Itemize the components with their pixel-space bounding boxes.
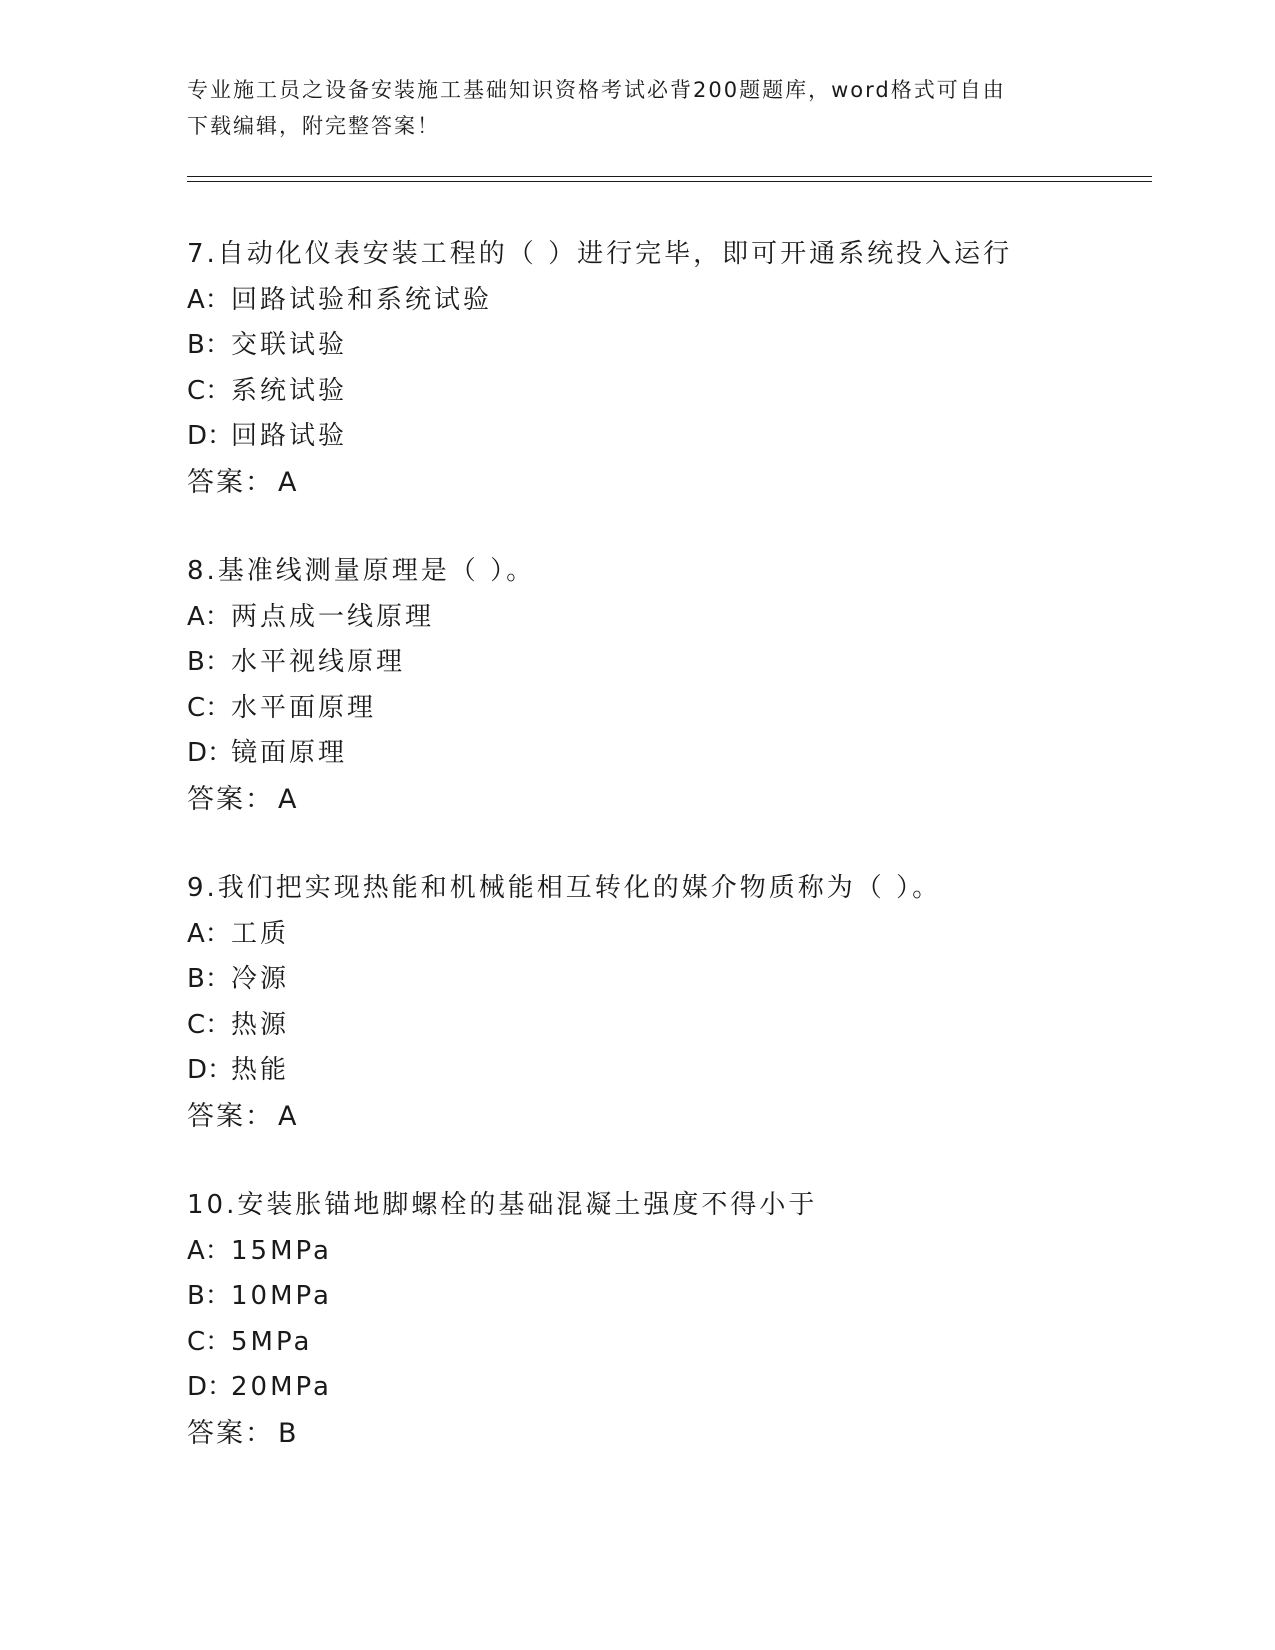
question-item: [187, 232, 1152, 505]
answer-value: A: [278, 466, 298, 498]
option-a: [187, 1229, 1152, 1275]
option-key: C：: [187, 375, 232, 406]
document-header: [187, 72, 1087, 144]
option-c: [187, 1320, 1152, 1366]
question-text: 7.自动化仪表安装工程的（ ）进行完毕，即可开通系统投入运行: [187, 239, 1013, 269]
answer-value: B: [278, 1417, 298, 1449]
answer-value: A: [278, 783, 298, 815]
option-key: B：: [187, 330, 231, 360]
answer-line: [187, 777, 1152, 823]
option-c: [187, 369, 1152, 415]
option-text: 镜面原理: [231, 738, 348, 768]
answer-line: [187, 460, 1152, 506]
option-b: [187, 957, 1152, 1003]
option-a: [187, 278, 1152, 324]
option-text: 回路试验和系统试验: [231, 284, 493, 315]
option-text: 10MPa: [231, 1281, 332, 1311]
option-key: A：: [187, 284, 231, 315]
option-text: 热能: [231, 1055, 290, 1085]
answer-line: [187, 1094, 1152, 1140]
question-item: [187, 1183, 1152, 1456]
option-key: D：: [187, 1055, 234, 1085]
question-item: [187, 549, 1152, 822]
question-list: [187, 232, 1152, 1500]
option-text: 系统试验: [231, 375, 348, 406]
option-b: [187, 1274, 1152, 1320]
option-b: [187, 323, 1152, 369]
option-key: D：: [187, 421, 234, 451]
option-text: 20MPa: [231, 1372, 332, 1402]
option-a: [187, 912, 1152, 958]
option-text: 回路试验: [231, 421, 348, 451]
option-key: C：: [187, 1326, 232, 1357]
header-divider-bottom: [187, 181, 1152, 182]
answer-label: 答案：: [187, 1417, 274, 1449]
option-key: A：: [187, 601, 231, 632]
option-d: [187, 1365, 1152, 1411]
option-key: B：: [187, 1281, 231, 1311]
option-text: 水平面原理: [231, 692, 377, 723]
header-divider-top: [187, 176, 1152, 177]
answer-label: 答案：: [187, 466, 274, 498]
option-text: 水平视线原理: [231, 647, 406, 677]
option-key: D：: [187, 1372, 234, 1402]
answer-label: 答案：: [187, 1100, 274, 1132]
option-c: [187, 1003, 1152, 1049]
option-key: B：: [187, 964, 231, 994]
option-b: [187, 640, 1152, 686]
option-key: B：: [187, 647, 231, 677]
option-key: D：: [187, 738, 234, 768]
option-c: [187, 686, 1152, 732]
option-text: 冷源: [231, 964, 290, 994]
header-line-1: 专业施工员之设备安装施工基础知识资格考试必背200题题库，word格式可自由: [187, 78, 1006, 102]
option-d: [187, 731, 1152, 777]
option-text: 两点成一线原理: [231, 601, 435, 632]
option-text: 热源: [231, 1009, 290, 1040]
option-key: C：: [187, 692, 232, 723]
header-line-2: 下载编辑，附完整答案！: [187, 114, 440, 138]
option-text: 工质: [231, 918, 290, 949]
answer-value: A: [278, 1100, 298, 1132]
answer-line: [187, 1411, 1152, 1457]
answer-label: 答案：: [187, 783, 274, 815]
option-text: 5MPa: [231, 1326, 313, 1357]
option-text: 交联试验: [231, 330, 348, 360]
question-item: [187, 866, 1152, 1139]
option-d: [187, 414, 1152, 460]
question-text: 8.基准线测量原理是（ ）。: [187, 556, 536, 586]
option-key: A：: [187, 918, 231, 949]
option-text: 15MPa: [231, 1235, 332, 1266]
option-d: [187, 1048, 1152, 1094]
option-key: A：: [187, 1235, 231, 1266]
question-text: 9.我们把实现热能和机械能相互转化的媒介物质称为（ ）。: [187, 873, 942, 903]
question-text: 10.安装胀锚地脚螺栓的基础混凝土强度不得小于: [187, 1190, 818, 1220]
option-key: C：: [187, 1009, 232, 1040]
option-a: [187, 595, 1152, 641]
